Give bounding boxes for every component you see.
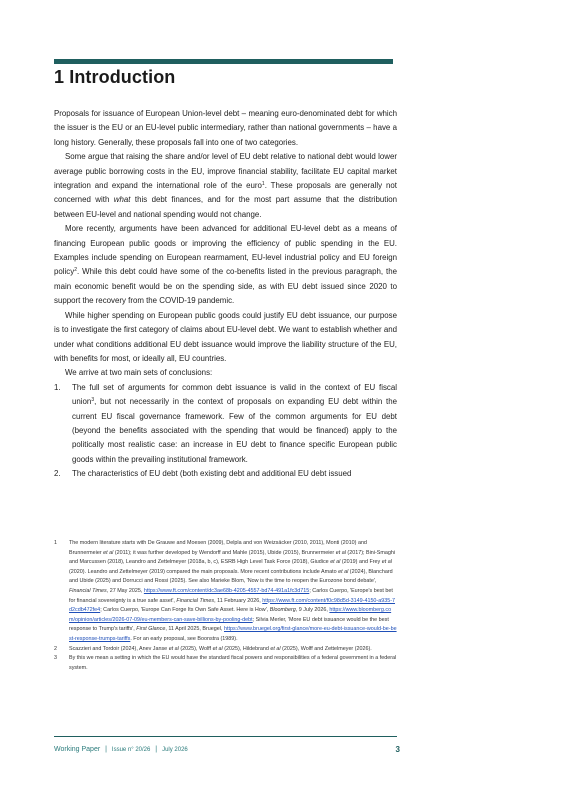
footer-divider bbox=[54, 736, 397, 737]
footnote-ref-3[interactable]: 3 bbox=[91, 397, 95, 404]
list-item: 1. The full set of arguments for common debt issuance is valid in the context of EU fiscal union$^3$, but not necessarily in the context of proposals on expanding EU debt within the current EU fiscal governance framework. Few of the common arguments for EU debt (beyond the benefits associated with the spending that would be financed) apply to the politically most realistic case: an increase in EU debt to finance specific European public goods within the prevailing institutional framework. bbox=[54, 382, 397, 464]
footnote-3: 3 By this we mean a setting in which the EU would have the standard fiscal powers and responsibilities of a federal government in a federal system. bbox=[54, 655, 397, 671]
footer-series: Working Paper bbox=[54, 746, 101, 753]
top-accent-bar bbox=[54, 59, 393, 64]
paragraph-2: Some argue that raising the share and/or level of EU debt relative to national debt would lower average public borrowing costs in the EU, improve financial stability, facilitate EU capital market integration and expand the international role of the euro$^1$. These proposals are generally not concerned with what this debt finances, and for the most part assume that the distribution between EU-level and national spending would not change. bbox=[54, 152, 398, 219]
footer-date: July 2026 bbox=[162, 747, 188, 753]
page-number: 3 bbox=[395, 745, 400, 754]
paragraph-5: We arrive at two main sets of conclusions: bbox=[65, 368, 213, 378]
list-item: 2. The characteristics of EU debt (both existing debt and additional EU debt issued bbox=[54, 469, 352, 479]
main-text bbox=[54, 107, 397, 482]
footnote-ref-2[interactable]: 2 bbox=[74, 267, 77, 274]
paragraph-4: While higher spending on European public goods could justify EU debt issuance, our purpose is to investigate the first category of claims about EU-level debt. We want to establish whether and under what conditions additional EU debt issuance would improve the liability structure of the EU, with benefits for most, or ideally all, EU countries. bbox=[54, 310, 397, 363]
bruegel-link[interactable]: https://www.bruegel.org/first-glance/more-eu-debt-issuance-would-be-best-response-trumps-tariffs bbox=[69, 626, 397, 642]
footnote-2: 2 Scazzieri and Tordoir (2024), Anev Janse et al (2025), Wolff et al (2025), Hildebrand et al (2025), Wolff and Zettelmeyer (2026). bbox=[54, 645, 372, 652]
footer-sep: | bbox=[155, 746, 158, 753]
footer bbox=[54, 746, 188, 753]
conclusions-list bbox=[54, 381, 397, 482]
footer-issue: Issue n° 20/26 bbox=[111, 747, 151, 753]
ft-link-1[interactable]: https://www.ft.com/content/dc3ae68b-4205-4557-bd74-491a1fc3d715 bbox=[143, 587, 310, 594]
bloomberg-link[interactable]: https://www.bloomberg.com/opinion/articles/2026-07-09/eu-members-can-save-billions-by-pooling-debt bbox=[69, 607, 392, 623]
paragraph-3: More recently, arguments have been advanced for additional EU-level debt as a means of financing European public goods or improving the efficiency of public spending in the EU. Examples include spending on European rearmament, EU-level industrial policy and EU foreign policy$^2$. While this debt could have some of the co-benefits listed in the previous paragraph, the main economic benefit would be on the spending side, as with EU debt issued since 2020 to support the recovery from the COVID-19 pandemic. bbox=[54, 224, 397, 306]
ft-link-2[interactable]: https://www.ft.com/content/f0c98d5d-3149-4150-a935-7d2cdb472fe4 bbox=[69, 597, 396, 614]
footnote-ref-1[interactable]: 1 bbox=[261, 181, 265, 188]
footnote-1: 1 The modern literature starts with De Grauwe and Moesen (2009), Delpla and von Weizsäcker (2010, 2011), Monti (2010) and Brunnermeier et al (2011); it was further developed by Wendorff and Mahle (2015), Ubide (2015), Brunnermeier et al (2017); Bini-Smaghi and Marcussen (2018), Leandro and Zettelmeyer (2018a, b, c), ESRB High Level Task Force (2018), Giudice et al (2019) and Frey et al (2020). Leandro and Zettelmeyer (2019) compared the main proposals. More recent contributions include Amato et al (2024), Blanchard and Ubide (2025) and Dorrucci and Rossi (2025). See also Marieke Blom, 'Now is the time to reopen the Eurozone bond debate', Financial Times, 27 May 2025, https://www.ft.com/content/dc3ae68b-4205-4557-bd74-491a1fc3d715; Carlos Cuerpo, 'Europe's best bet for financial sovereignty is a true safe asset', Financial Times, 11 February 2026, https://www.ft.com/content/f0c98d5d-3149-4150-a935-7d2cdb472fe4; Carlos Cuerpo, 'Europe Can Forge Its Own Safe Asset. Here is How', Bloomberg, 9 July 2026, https://www.bloomberg.com/opinion/articles/2026-07-09/eu-members-can-save-billions-by-pooling-debt; Silvia Merler, 'More EU debt issuance would be the best response to Trump's tariffs', First Glance, 11 April 2025, Bruegel, https://www.bruegel.org/first-glance/more-eu-debt-issuance-would-be-best-response-trumps-tariffs. For an early proposal, see Boonstra (1989). bbox=[54, 540, 397, 642]
paragraph-1: Proposals for issuance of European Union-level debt – meaning euro-denominated debt for which the issuer is the EU or an EU-level public intermediary, rather than national governments – have a long history. Generally, these proposals fall into one of two categories. bbox=[54, 109, 397, 147]
section-heading: 1 Introduction bbox=[54, 67, 176, 87]
footer-sep: | bbox=[105, 746, 107, 753]
footnotes bbox=[54, 539, 397, 673]
